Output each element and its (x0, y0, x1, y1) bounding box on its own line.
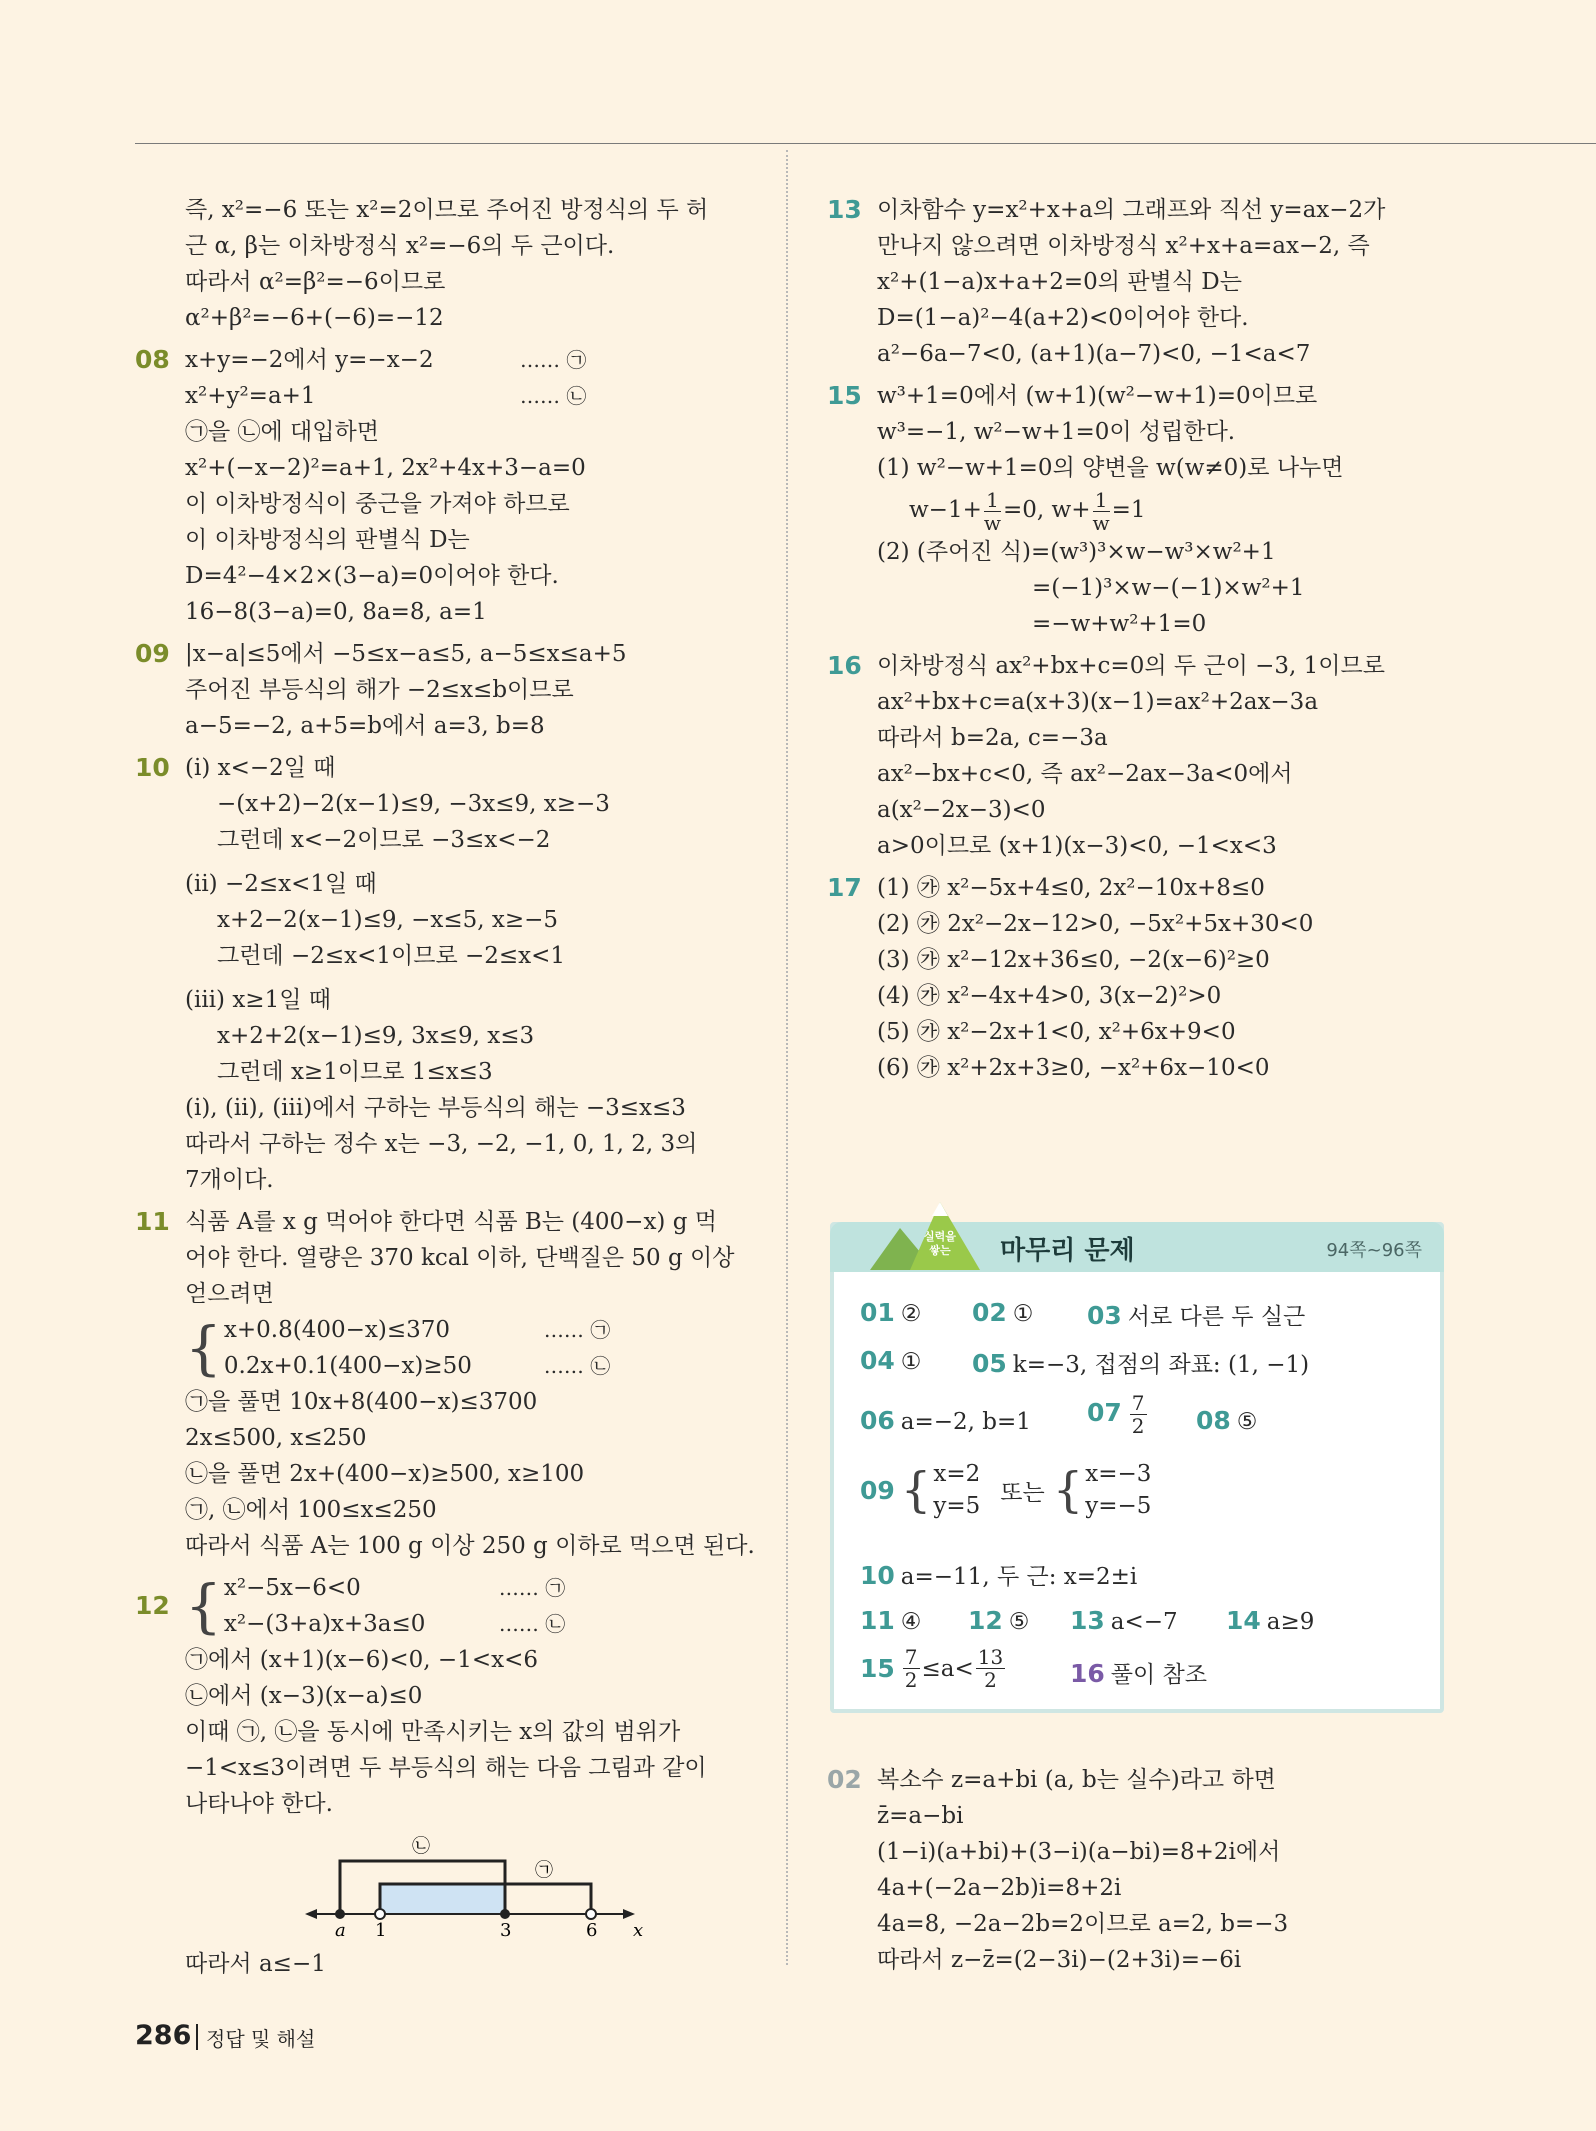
text-line: 복소수 z=a+bi (a, b는 실수)라고 하면 (877, 1767, 1276, 1793)
text-line: ax²+bx+c=a(x+3)(x−1)=ax²+2ax−3a (877, 689, 1319, 715)
text-line: −1<x≤3이려면 두 부등식의 해는 다음 그림과 같이 (185, 1755, 707, 1781)
review-page-range: 94쪽~96쪽 (1326, 1240, 1422, 1261)
text-line: 따라서 구하는 정수 x는 −3, −2, −1, 0, 1, 2, 3의 (185, 1131, 698, 1157)
problem-number: 13 (827, 195, 862, 224)
review-answer-08: 08 ⑤ (1196, 1406, 1258, 1435)
tick-label-3: 3 (500, 1920, 512, 1941)
right-column (827, 192, 1437, 1086)
text-line: |x−a|≤5에서 −5≤x−a≤5, a−5≤x≤a+5 (185, 641, 627, 667)
problem-number: 09 (135, 639, 170, 668)
review-solution-column (827, 1762, 1437, 1978)
review-answer-15: 15 $\frac{7}{2}$ ≤a< $\frac{13}{2}$ (860, 1645, 1004, 1692)
text-line: 근 α, β는 이차방정식 x²=−6의 두 근이다. (185, 233, 615, 259)
review-title: 마무리 문제 (1000, 1236, 1135, 1266)
system-equation: x²−5x−6<0 (223, 1575, 361, 1601)
text-line: 따라서 b=2a, c=−3a (877, 725, 1108, 751)
review-answer-04: 04 ① (860, 1346, 922, 1375)
footer-separator (196, 2024, 198, 2050)
text-line: 즉, x²=−6 또는 x²=2이므로 주어진 방정식의 두 허 (185, 197, 709, 223)
text-line: ㉡을 풀면 2x+(400−x)≥500, x≥100 (185, 1461, 585, 1487)
system-equation: 0.2x+0.1(400−x)≥50 (223, 1353, 472, 1379)
text-line: (ⅰ), (ⅱ), (ⅲ)에서 구하는 부등식의 해는 −3≤x≤3 (185, 1095, 686, 1121)
problem-09 (135, 636, 745, 744)
text-line: =−w+w²+1=0 (1032, 611, 1207, 637)
case-heading: (ⅰ) x<−2일 때 (185, 755, 336, 781)
number-line-diagram (285, 1826, 665, 1946)
review-solution-02 (827, 1762, 1437, 1978)
review-header (830, 1222, 1444, 1272)
text-line: x²+y²=a+1 …… ㉡ (185, 383, 587, 409)
problem-15 (827, 378, 1437, 642)
text-line: 나타나야 한다. (185, 1791, 333, 1817)
text-line: x²+(−x−2)²=a+1, 2x²+4x+3−a=0 (185, 455, 586, 481)
review-answer-05: 05 k=−3, 접점의 좌표: (1, −1) (972, 1349, 1310, 1378)
point-1 (375, 1909, 385, 1919)
review-answer-07: 07 $\frac{7}{2}$ (1087, 1391, 1145, 1438)
problem-11 (135, 1204, 755, 1564)
text-line: (1) w²−w+1=0의 양변을 w(w≠0)로 나누면 (877, 455, 1344, 481)
review-answer-13: 13 a<−7 (1070, 1606, 1178, 1635)
tick-label-1: 1 (375, 1920, 387, 1941)
equation-system: { x+0.8(400−x)≤370 …… ㉠ 0.2x+0.1(400−x)≥50 …… ㉡ (185, 1314, 611, 1382)
text-line: x+2+2(x−1)≤9, 3x≤9, x≤3 (217, 1023, 535, 1049)
problem-13 (827, 192, 1437, 372)
page-number: 286 (135, 2020, 192, 2051)
problem-number: 08 (135, 345, 170, 374)
text-line: 이 이차방정식이 중근을 가져야 하므로 (185, 491, 570, 517)
review-answers-box (830, 1222, 1444, 1713)
text-line: w³=−1, w²−w+1=0이 성립한다. (877, 419, 1236, 445)
text-line: 따라서 식품 A는 100 g 이상 250 g 이하로 먹으면 된다. (185, 1533, 755, 1559)
text-line: D=4²−4×2×(3−a)=0이어야 한다. (185, 563, 559, 589)
review-answer-01: 01 ② (860, 1298, 922, 1327)
tick-label-a: a (335, 1920, 346, 1941)
top-rule (135, 143, 1596, 144)
text-line: α²+β²=−6+(−6)=−12 (185, 305, 444, 331)
section-label: 정답 및 해설 (206, 2027, 316, 2051)
bracket-label-a: ㉠ (535, 1860, 553, 1881)
system-equation: x+0.8(400−x)≤370 (223, 1317, 450, 1343)
text-line: (5) ㉮ x²−2x+1<0, x²+6x+9<0 (877, 1019, 1236, 1045)
text-line: 4a+(−2a−2b)i=8+2i (877, 1875, 1122, 1901)
review-answer-09: 09 { x=2 y=5 또는 { x=−3 y=−5 (860, 1461, 1152, 1519)
text-line: ax²−bx+c<0, 즉 ax²−2ax−3a<0에서 (877, 761, 1293, 787)
system-equation: x²−(3+a)x+3a≤0 (223, 1611, 426, 1637)
text-line: 4a=8, −2a−2b=2이므로 a=2, b=−3 (877, 1911, 1289, 1937)
text-line: a−5=−2, a+5=b에서 a=3, b=8 (185, 713, 545, 739)
problem-number: 15 (827, 381, 862, 410)
text-line: 얻으려면 (185, 1281, 274, 1307)
text-line: x²+(1−a)x+a+2=0의 판별식 D는 (877, 269, 1242, 295)
axis-arrow-right (623, 1909, 635, 1919)
review-answer-03: 03 서로 다른 두 실근 (1087, 1301, 1306, 1330)
review-answer-10: 10 a=−11, 두 근: x=2±i (860, 1561, 1138, 1590)
text-line: (2) ㉮ 2x²−2x−12>0, −5x²+5x+30<0 (877, 911, 1314, 937)
text-line: 16−8(3−a)=0, 8a=8, a=1 (185, 599, 487, 625)
text-line: a>0이므로 (x+1)(x−3)<0, −1<x<3 (877, 833, 1277, 859)
text-line: x+y=−2에서 y=−x−2 …… ㉠ (185, 347, 587, 373)
text-line: a²−6a−7<0, (a+1)(a−7)<0, −1<a<7 (877, 341, 1311, 367)
text-line: 따라서 z−z̄=(2−3i)−(2+3i)=−6i (877, 1947, 1242, 1973)
text-line: D=(1−a)²−4(a+2)<0이어야 한다. (877, 305, 1249, 331)
problem-08 (135, 342, 745, 630)
text-line: 그런데 x<−2이므로 −3≤x<−2 (217, 827, 551, 853)
text-line: 2x≤500, x≤250 (185, 1425, 367, 1451)
review-answer-14: 14 a≥9 (1226, 1606, 1315, 1635)
case-heading: (ⅲ) x≥1일 때 (185, 987, 331, 1013)
review-answer-12: 12 ⑤ (968, 1606, 1030, 1635)
text-line: 이차함수 y=x²+x+a의 그래프와 직선 y=ax−2가 (877, 197, 1386, 223)
svg-text:쌓는: 쌓는 (929, 1244, 951, 1257)
problem-number: 12 (135, 1591, 170, 1620)
text-line: ㉠에서 (x+1)(x−6)<0, −1<x<6 (185, 1647, 538, 1673)
text-line: 그런데 x≥1이므로 1≤x≤3 (217, 1059, 493, 1085)
text-line: 그런데 −2≤x<1이므로 −2≤x<1 (217, 943, 566, 969)
mountain-badge-icon (870, 1194, 990, 1270)
axis-label-x: x (633, 1920, 644, 1941)
overlap-region (380, 1884, 505, 1914)
text-line: ㉡에서 (x−3)(x−a)≤0 (185, 1683, 423, 1709)
fraction-equation: w−1+ $\frac{1}{w}$ =0, w+ $\frac{1}{w}$ =1 (909, 487, 1146, 535)
text-line: 주어진 부등식의 해가 −2≤x≤b이므로 (185, 677, 574, 703)
text-line: a(x²−2x−3)<0 (877, 797, 1046, 823)
text-line: (2) (주어진 식)=(w³)³×w−w³×w²+1 (877, 539, 1276, 565)
point-3 (500, 1909, 510, 1919)
column-divider (786, 150, 788, 1965)
problem-number: 16 (827, 651, 862, 680)
text-line: 7개이다. (185, 1167, 274, 1193)
review-answer-06: 06 a=−2, b=1 (860, 1406, 1031, 1435)
point-a (335, 1909, 345, 1919)
problem-number: 17 (827, 873, 862, 902)
text-line: (4) ㉮ x²−4x+4>0, 3(x−2)²>0 (877, 983, 1222, 1009)
text-line: 이때 ㉠, ㉡을 동시에 만족시키는 x의 값의 범위가 (185, 1719, 681, 1745)
text-line: ㉠, ㉡에서 100≤x≤250 (185, 1497, 437, 1523)
text-line: (1) ㉮ x²−5x+4≤0, 2x²−10x+8≤0 (877, 875, 1265, 901)
review-answer-02: 02 ① (972, 1298, 1034, 1327)
problem-10 (135, 750, 745, 1198)
case-heading: (ⅱ) −2≤x<1일 때 (185, 871, 377, 897)
bracket-label-b: ㉡ (412, 1836, 430, 1857)
text-line: (6) ㉮ x²+2x+3≥0, −x²+6x−10<0 (877, 1055, 1270, 1081)
text-line: 이 이차방정식의 판별식 D는 (185, 527, 470, 553)
text-line: (3) ㉮ x²−12x+36≤0, −2(x−6)²≥0 (877, 947, 1270, 973)
text-line: x+2−2(x−1)≤9, −x≤5, x≥−5 (217, 907, 559, 933)
text-line: ㉠을 풀면 10x+8(400−x)≤3700 (185, 1389, 538, 1415)
text-line: 어야 한다. 열량은 370 kcal 이하, 단백질은 50 g 이상 (185, 1245, 735, 1271)
text-line: 따라서 α²=β²=−6이므로 (185, 269, 446, 295)
text-line: 식품 A를 x g 먹어야 한다면 식품 B는 (400−x) g 먹 (185, 1209, 717, 1235)
review-answer-11: 11 ④ (860, 1606, 922, 1635)
text-line: w³+1=0에서 (w+1)(w²−w+1)=0이므로 (877, 383, 1318, 409)
left-column (135, 192, 755, 1982)
text-line: ㉠을 ㉡에 대입하면 (185, 419, 379, 445)
problem-number: 10 (135, 753, 170, 782)
svg-text:실력을: 실력을 (924, 1230, 956, 1243)
tick-label-6: 6 (586, 1920, 598, 1941)
intro-block (185, 192, 745, 336)
point-6 (586, 1909, 596, 1919)
problem-17 (827, 870, 1437, 1086)
problem-12 (135, 1570, 745, 1982)
axis-arrow-left (305, 1909, 317, 1919)
text-line: z̄=a−bi (877, 1803, 964, 1829)
text-line: −(x+2)−2(x−1)≤9, −3x≤9, x≥−3 (217, 791, 610, 817)
text-line: 만나지 않으려면 이차방정식 x²+x+a=ax−2, 즉 (877, 233, 1370, 259)
text-line: (1−i)(a+bi)+(3−i)(a−bi)=8+2i에서 (877, 1839, 1281, 1865)
problem-number: 11 (135, 1207, 170, 1236)
text-line: =(−1)³×w−(−1)×w²+1 (1032, 575, 1305, 601)
problem-number: 02 (827, 1765, 862, 1794)
problem-16 (827, 648, 1437, 864)
equation-system: { x²−5x−6<0 …… ㉠ x²−(3+a)x+3a≤0 …… ㉡ (185, 1572, 566, 1640)
review-answer-16: 16 풀이 참조 (1070, 1659, 1207, 1688)
text-line: 따라서 a≤−1 (185, 1951, 326, 1977)
text-line: 이차방정식 ax²+bx+c=0의 두 근이 −3, 1이므로 (877, 653, 1385, 679)
